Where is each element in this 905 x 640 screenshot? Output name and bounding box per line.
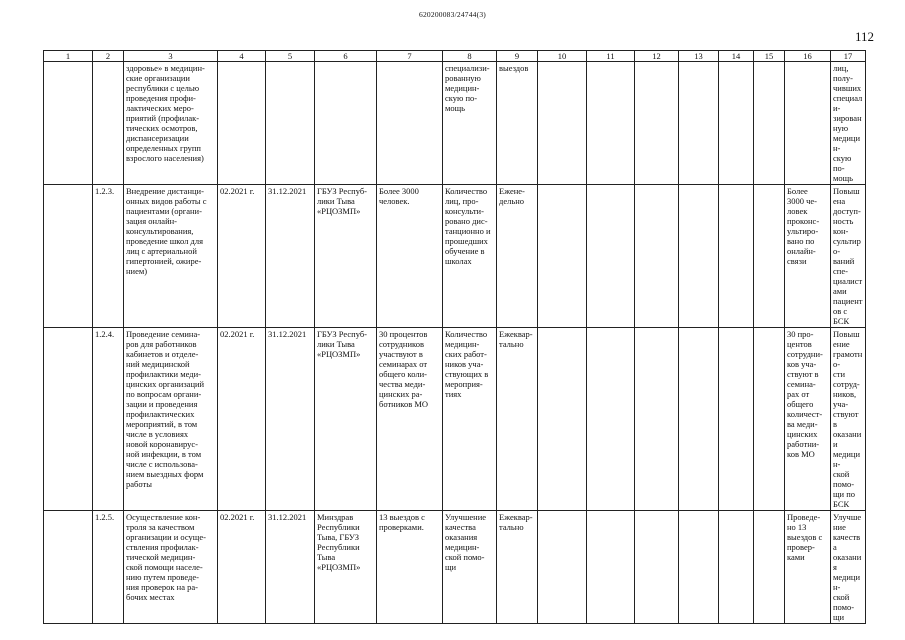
- responsible-executor: [315, 62, 377, 185]
- end-date: 31.12.2021: [266, 185, 315, 328]
- column-number-row: [44, 51, 866, 62]
- empty-cell: [44, 62, 93, 185]
- end-date: 31.12.2021: [266, 511, 315, 624]
- target-result: [785, 62, 831, 185]
- empty-cell: [679, 511, 719, 624]
- empty-cell: [754, 185, 785, 328]
- document-code: 620200083/24744(3): [419, 10, 486, 19]
- frequency: Ежеквар- тально: [497, 511, 538, 624]
- empty-cell: [635, 185, 679, 328]
- page-number: 112: [855, 29, 875, 44]
- empty-cell: [635, 328, 679, 511]
- column-number: 10: [538, 51, 587, 62]
- empty-cell: [679, 62, 719, 185]
- column-number: 2: [93, 51, 124, 62]
- empty-cell: [44, 511, 93, 624]
- measures-table: [43, 50, 866, 624]
- table-row: [44, 511, 866, 624]
- empty-cell: [44, 328, 93, 511]
- column-number: 12: [635, 51, 679, 62]
- expected-result: лиц, полу- чивших специали- зированную медицин- скую по- мощь: [831, 62, 866, 185]
- item-number: 1.2.3.: [93, 185, 124, 328]
- empty-cell: [719, 511, 754, 624]
- empty-cell: [635, 511, 679, 624]
- indicator-value: [377, 62, 443, 185]
- column-number: 1: [44, 51, 93, 62]
- item-number: 1.2.4.: [93, 328, 124, 511]
- column-number: 6: [315, 51, 377, 62]
- column-number: 13: [679, 51, 719, 62]
- indicator-name: Улучшение качества оказания медицин- ской помо- щи: [443, 511, 497, 624]
- empty-cell: [719, 185, 754, 328]
- indicator-name: специализи- рованную медицин- скую по- мощь: [443, 62, 497, 185]
- end-date: [266, 62, 315, 185]
- table-row: [44, 62, 866, 185]
- target-result: Проведе- но 13 выездов с провер- ками: [785, 511, 831, 624]
- frequency: выездов: [497, 62, 538, 185]
- expected-result: Повышена доступ- ность кон- сультиро- ваний спе- циалистами пациентов с БСК: [831, 185, 866, 328]
- column-number: 4: [218, 51, 266, 62]
- start-date: 02.2021 г.: [218, 185, 266, 328]
- column-number: 17: [831, 51, 866, 62]
- empty-cell: [719, 328, 754, 511]
- end-date: 31.12.2021: [266, 328, 315, 511]
- table-row: [44, 328, 866, 511]
- column-number: 3: [124, 51, 218, 62]
- measure-name: здоровье» в медицин- ские организации республики с целью проведения профи- лактических меро- приятий (профилак- тических осмотров, диспансеризации определенных групп взрослого населения): [124, 62, 218, 185]
- indicator-name: Количество медицин- ских работ- ников уча- ствующих в мероприя- тиях: [443, 328, 497, 511]
- measure-name: Проведение семина- ров для работников кабинетов и отделе- ний медицинской профилактики меди- цинских организаций по вопросам органи- зации и проведения профилактических мероприятий, в том числе в условиях новой коронавирус- ной инфекции, в том числе с использова- нием выездных форм работы: [124, 328, 218, 511]
- empty-cell: [719, 62, 754, 185]
- empty-cell: [754, 511, 785, 624]
- target-result: 30 про- центов сотрудни- ков уча- ствуют в семина- рах от общего количест- ва меди- цинских работни- ков МО: [785, 328, 831, 511]
- empty-cell: [538, 511, 587, 624]
- empty-cell: [587, 511, 635, 624]
- column-number: 7: [377, 51, 443, 62]
- measure-name: Осуществление кон- троля за качеством организации и осуще- ствления профилак- тической медицин- ской помощи населе- нию путем проведе- ния проверок на ра- бочих местах: [124, 511, 218, 624]
- empty-cell: [538, 328, 587, 511]
- frequency: Ежеквар- тально: [497, 328, 538, 511]
- empty-cell: [587, 328, 635, 511]
- responsible-executor: ГБУЗ Респуб- лики Тыва «РЦОЗМП»: [315, 328, 377, 511]
- indicator-name: Количество лиц, про- консульти- ровано дис- танционно и прошедших обучение в школах: [443, 185, 497, 328]
- empty-cell: [538, 62, 587, 185]
- start-date: [218, 62, 266, 185]
- responsible-executor: ГБУЗ Респуб- лики Тыва «РЦОЗМП»: [315, 185, 377, 328]
- target-result: Более 3000 че- ловек проконс- ультиро- вано по онлайн- связи: [785, 185, 831, 328]
- expected-result: Повышение грамотно- сти сотруд- ников, уча- ствуют в оказании медицин- ской помо- щи по БСК: [831, 328, 866, 511]
- frequency: Ежене- дельно: [497, 185, 538, 328]
- item-number: 1.2.5.: [93, 511, 124, 624]
- empty-cell: [538, 185, 587, 328]
- column-number: 14: [719, 51, 754, 62]
- column-number: 16: [785, 51, 831, 62]
- column-number: 8: [443, 51, 497, 62]
- start-date: 02.2021 г.: [218, 328, 266, 511]
- empty-cell: [635, 62, 679, 185]
- empty-cell: [587, 62, 635, 185]
- item-number: [93, 62, 124, 185]
- column-number: 9: [497, 51, 538, 62]
- expected-result: Улучшение качества оказания медицин- ской помо- щи: [831, 511, 866, 624]
- table-row: [44, 185, 866, 328]
- empty-cell: [44, 185, 93, 328]
- empty-cell: [754, 62, 785, 185]
- empty-cell: [679, 185, 719, 328]
- indicator-value: 30 процентов сотрудников участвуют в семинарах от общего коли- чества меди- цинских ра- ботников МО: [377, 328, 443, 511]
- measure-name: Внедрение дистанци- онных видов работы с пациентами (органи- зация онлайн- консультирования, проведение школ для лиц с артериальной гипертонией, ожире- нием): [124, 185, 218, 328]
- column-number: 11: [587, 51, 635, 62]
- empty-cell: [679, 328, 719, 511]
- column-number: 15: [754, 51, 785, 62]
- start-date: 02.2021 г.: [218, 511, 266, 624]
- indicator-value: Более 3000 человек.: [377, 185, 443, 328]
- indicator-value: 13 выездов с проверками.: [377, 511, 443, 624]
- responsible-executor: Минздрав Республики Тыва, ГБУЗ Республики Тыва «РЦОЗМП»: [315, 511, 377, 624]
- empty-cell: [754, 328, 785, 511]
- empty-cell: [587, 185, 635, 328]
- column-number: 5: [266, 51, 315, 62]
